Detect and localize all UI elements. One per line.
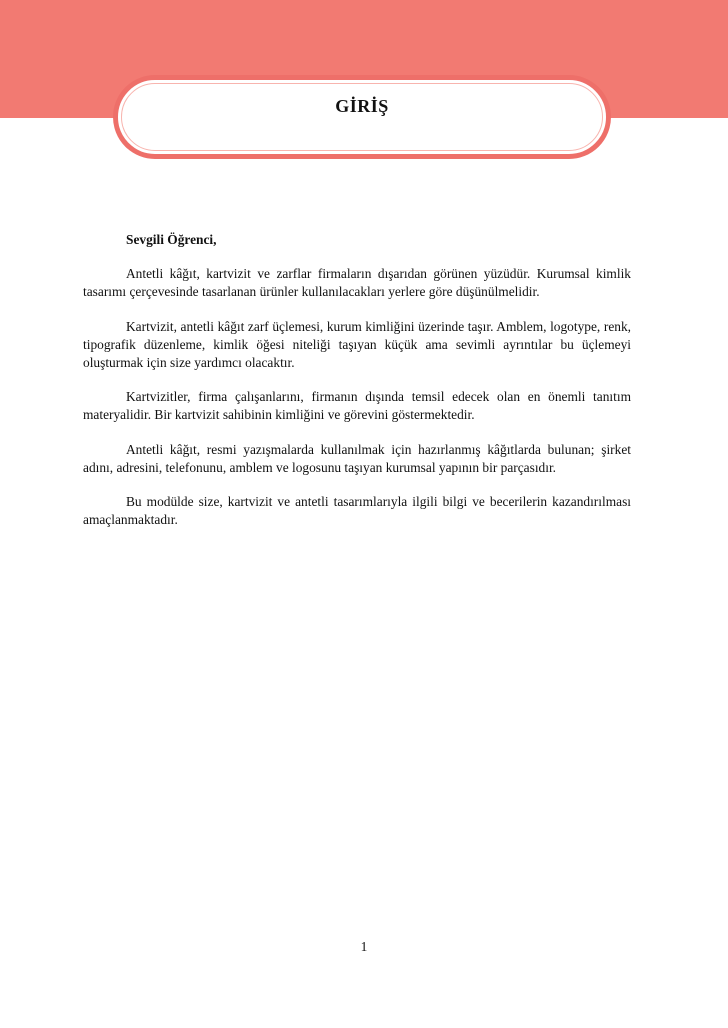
title-banner bbox=[113, 75, 611, 159]
paragraph: Antetli kâğıt, resmi yazışmalarda kullanılmak için hazırlanmış kâğıtlarda bulunan; şirket adını, adresini, telefonunu, amblem ve logosunu taşıyan kurumsal yapının bir parçasıdır. bbox=[83, 441, 631, 475]
paragraph: Antetli kâğıt, kartvizit ve zarflar firmaların dışarıdan görünen yüzüdür. Kurumsal kimlik tasarımı çerçevesinde tasarlanan ürünler kullanılacakları yerlere göre düşünülmelidir. bbox=[83, 266, 631, 300]
content-body bbox=[83, 231, 631, 545]
salutation: Sevgili Öğrenci, bbox=[126, 232, 217, 247]
paragraph: Kartvizit, antetli kâğıt zarf üçlemesi, kurum kimliğini üzerinde taşır. Amblem, logotype, renk, tipografik düzenleme, kimlik öğesi niteliği taşıyan küçük ama sevimli ayrıntılar bu üçlemeyi oluşturmak için size yardımcı olacaktır. bbox=[83, 318, 631, 371]
page-number: 1 bbox=[360, 939, 368, 954]
page-title: GİRİŞ bbox=[335, 96, 389, 116]
paragraph: Bu modülde size, kartvizit ve antetli tasarımlarıyla ilgili bilgi ve becerilerin kazandırılması amaçlanmaktadır. bbox=[83, 494, 631, 528]
paragraph: Kartvizitler, firma çalışanlarını, firmanın dışında temsil edecek olan en önemli tanıtım materyalidir. Bir kartvizit sahibinin kimliğini ve görevini göstermektedir. bbox=[83, 389, 631, 423]
